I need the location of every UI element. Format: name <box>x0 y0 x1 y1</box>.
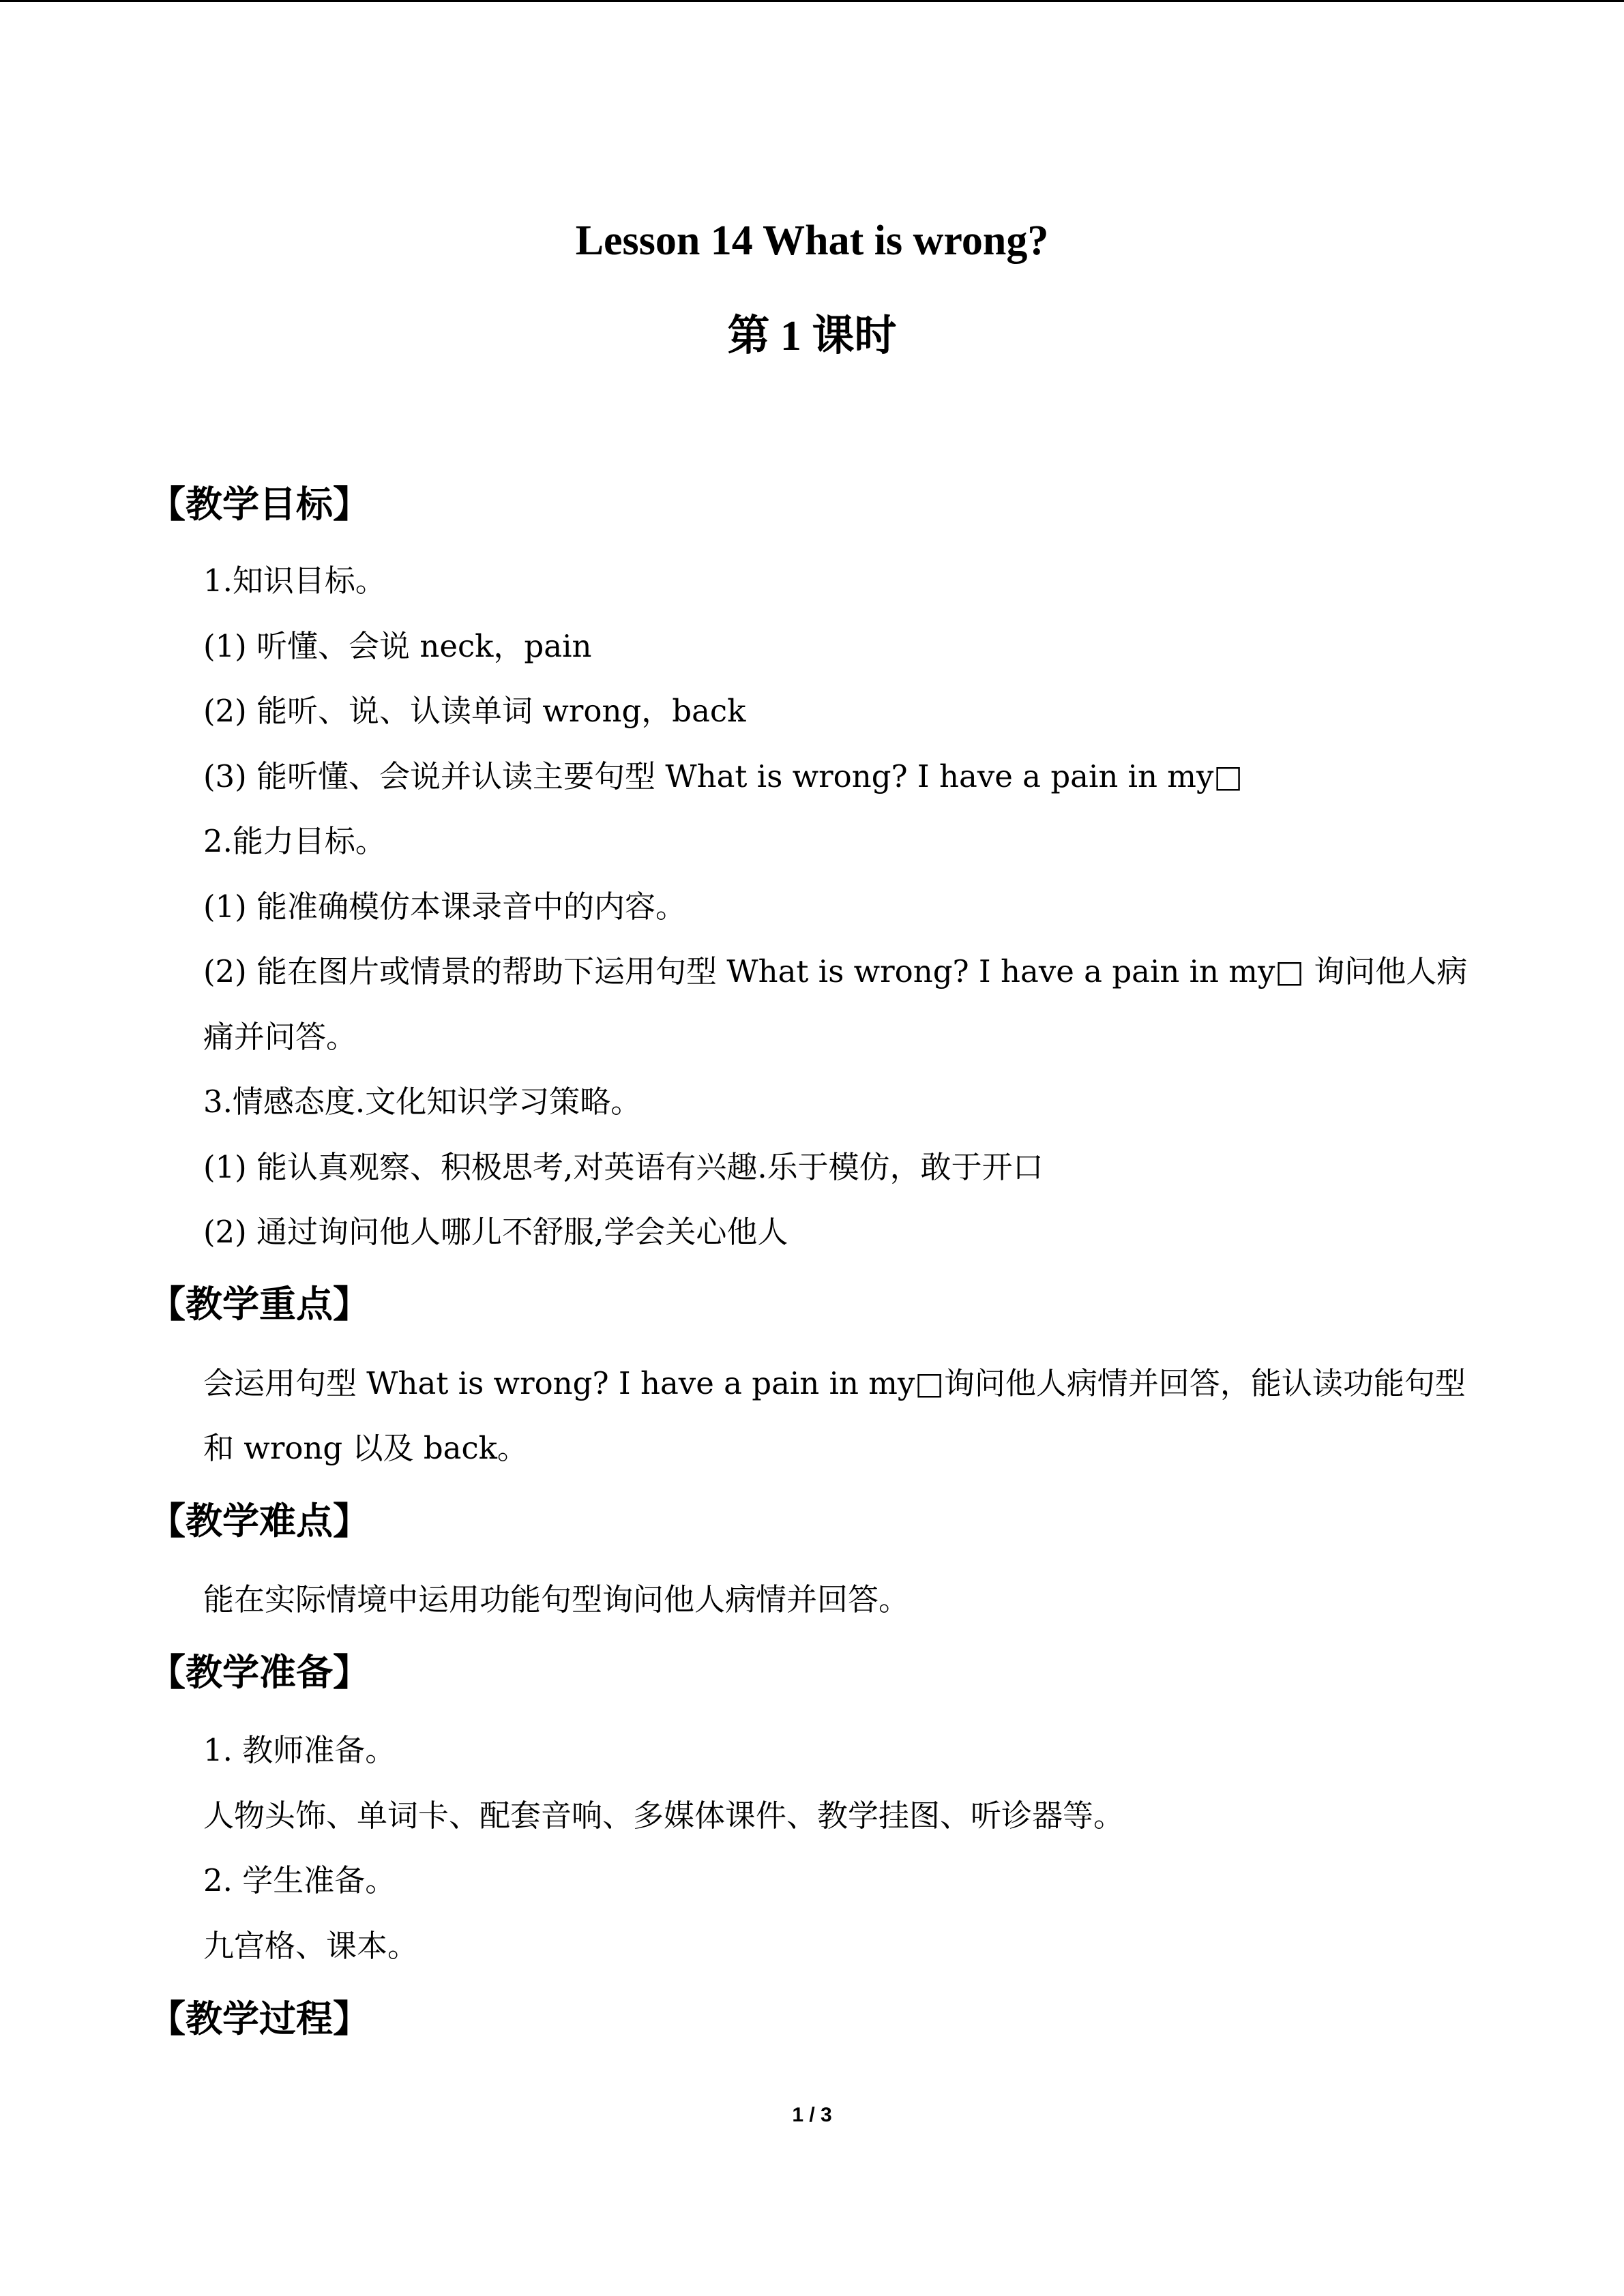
objective-line: 2.能力目标。 <box>203 823 386 859</box>
objective-line: 痛并问答。 <box>203 1019 357 1055</box>
objective-line: (1) 能认真观察、积极思考,对英语有兴趣.乐于模仿，敢于开口 <box>203 1149 1044 1185</box>
objective-line: (3) 能听懂、会说并认读主要句型 What is wrong? I have a pain in my□ <box>203 758 1243 794</box>
key-point-line: 和 wrong 以及 back。 <box>203 1430 528 1466</box>
key-point-line: 会运用句型 What is wrong? I have a pain in my□询问他人病情并回答，能认读功能句型 <box>203 1365 1466 1401</box>
objective-line: (1) 听懂、会说 neck，pain <box>203 628 592 664</box>
objective-line: (1) 能准确模仿本课录音中的内容。 <box>203 889 687 925</box>
page-top-border <box>0 0 1624 2</box>
section-heading-objectives: 【教学目标】 <box>149 483 370 526</box>
lesson-title: Lesson 14 What is wrong? <box>575 218 1049 264</box>
lesson-period: 第 1 课时 <box>727 313 897 359</box>
objective-line: 1.知识目标。 <box>203 563 386 599</box>
preparation-line: 2. 学生准备。 <box>203 1862 396 1898</box>
preparation-line: 1. 教师准备。 <box>203 1732 396 1768</box>
preparation-line: 人物头饰、单词卡、配套音响、多媒体课件、教学挂图、听诊器等。 <box>203 1798 1125 1834</box>
section-heading-process: 【教学过程】 <box>149 1997 370 2040</box>
objective-line: (2) 能听、说、认读单词 wrong，back <box>203 693 746 729</box>
page-number: 1 / 3 <box>792 2104 832 2126</box>
objective-line: (2) 能在图片或情景的帮助下运用句型 What is wrong? I have a pain in my□ 询问他人病 <box>203 953 1468 989</box>
objective-line: (2) 通过询问他人哪儿不舒服,学会关心他人 <box>203 1214 788 1250</box>
section-heading-key-points: 【教学重点】 <box>149 1283 370 1326</box>
section-heading-preparation: 【教学准备】 <box>149 1651 370 1694</box>
section-heading-difficulties: 【教学难点】 <box>149 1500 370 1542</box>
objective-line: 3.情感态度.文化知识学习策略。 <box>203 1084 642 1120</box>
preparation-line: 九宫格、课本。 <box>203 1928 419 1964</box>
difficulty-line: 能在实际情境中运用功能句型询问他人病情并回答。 <box>203 1581 910 1617</box>
